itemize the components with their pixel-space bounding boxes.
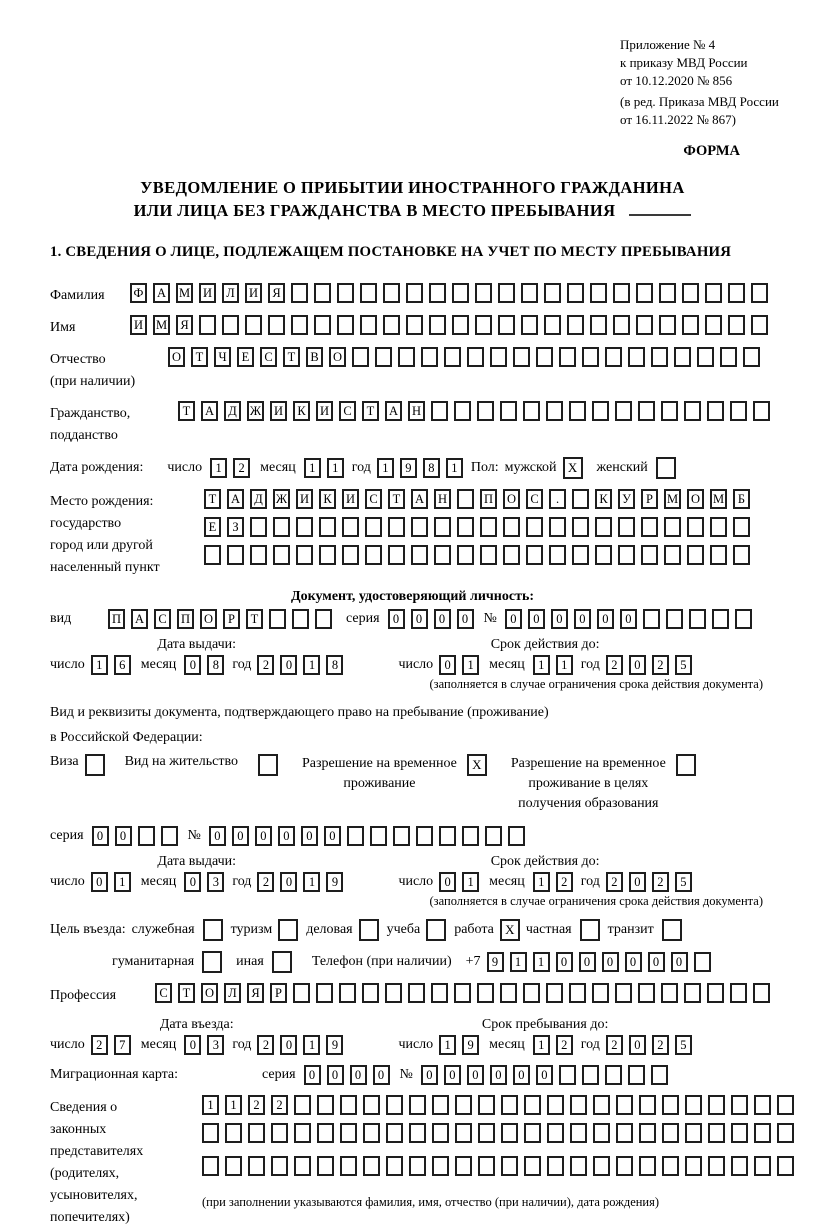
phone-prefix: +7	[465, 954, 481, 969]
sex-female-label: женский	[596, 460, 648, 475]
birth-month-label: месяц	[260, 460, 296, 475]
res-number-label: №	[187, 828, 201, 843]
legal-reps-cells-row2[interactable]	[202, 1123, 794, 1143]
doc-valid-month-cells[interactable]: 1 1	[533, 655, 573, 675]
entry-year-cells[interactable]: 2 0 1 9	[257, 1035, 343, 1055]
purpose-humanitarian-label: гуманитарная	[112, 954, 195, 969]
profession-cells[interactable]: С Т О Л Я Р	[155, 983, 770, 1003]
birthdate-label: Дата рождения:	[50, 460, 144, 475]
form-title-line2: ИЛИ ЛИЦА БЕЗ ГРАЖДАНСТВА В МЕСТО ПРЕБЫВАНИЯ	[133, 201, 616, 220]
purpose-study-label: учеба	[386, 922, 421, 937]
forma-label: ФОРМА	[683, 143, 740, 159]
visa-checkbox[interactable]	[85, 754, 105, 776]
section1-heading: 1. СВЕДЕНИЯ О ЛИЦЕ, ПОДЛЕЖАЩЕМ ПОСТАНОВКЕ НА УЧЕТ ПО МЕСТУ ПРЕБЫВАНИЯ	[50, 244, 732, 260]
firstname-label: Имя	[50, 320, 76, 335]
legal-reps-cells-row1[interactable]: 1 1 2 2	[202, 1095, 794, 1115]
doc-valid-year-cells[interactable]: 2 0 2 5	[606, 655, 692, 675]
stay-until-group	[398, 1017, 691, 1055]
purpose-other-checkbox[interactable]	[272, 951, 292, 973]
entry-date-group	[50, 1017, 343, 1055]
stay-month-cells[interactable]: 1 2	[533, 1035, 573, 1055]
header-line: Приложение № 4	[620, 37, 716, 52]
legal-reps-label-line: усыновителях,	[50, 1188, 138, 1203]
purpose-private-label: частная	[525, 922, 572, 937]
firstname-cells[interactable]: И М Я	[130, 315, 768, 335]
header-line: к приказу МВД России	[620, 55, 748, 70]
rvp-label-line2: проживание	[343, 776, 416, 791]
res-valid-year-label: год	[580, 874, 600, 889]
rvp-edu-checkbox[interactable]	[676, 754, 696, 776]
surname-cells[interactable]: Ф А М И Л И Я	[130, 283, 768, 303]
rvp-option	[302, 754, 487, 794]
rvp-label-line1: Разрешение на временное	[301, 756, 457, 771]
res-valid-month-label: месяц	[489, 874, 525, 889]
birth-day-cells[interactable]: 1 2	[210, 458, 250, 478]
doc-valid-day-cells[interactable]: 0 1	[439, 655, 479, 675]
sex-female-checkbox[interactable]	[656, 457, 676, 479]
doc-validity-note: (заполняется в случае ограничения срока действия документа)	[429, 677, 763, 691]
legal-reps-note: (при заполнении указываются фамилия, имя, отчество (при наличии), дата рождения)	[202, 1195, 660, 1209]
doc-issue-month-cells[interactable]: 0 8	[184, 655, 224, 675]
migration-card-label: Миграционная карта:	[50, 1067, 179, 1082]
patronymic-label-note: (при наличии)	[50, 374, 136, 389]
migration-series-label: серия	[262, 1067, 296, 1082]
res-number-cells[interactable]: 0 0 0 0 0 0	[209, 826, 525, 846]
birth-day-label: число	[167, 460, 203, 475]
entry-month-cells[interactable]: 0 3	[184, 1035, 224, 1055]
doc-issue-year-cells[interactable]: 2 0 1 8	[257, 655, 343, 675]
res-issue-title: Дата выдачи:	[157, 854, 237, 869]
res-series-cells[interactable]: 0 0	[92, 826, 178, 846]
phone-cells[interactable]: 9 1 1 0 0 0 0 0 0	[487, 952, 711, 972]
entry-month-label: месяц	[140, 1037, 177, 1052]
stay-year-cells[interactable]: 2 0 2 5	[606, 1035, 692, 1055]
doc-type-cells[interactable]: П А С П О Р Т	[108, 609, 332, 629]
legal-reps-label-line: Сведения о	[50, 1100, 118, 1115]
form-title-line1: УВЕДОМЛЕНИЕ О ПРИБЫТИИ ИНОСТРАННОГО ГРАЖДАНИНА	[140, 178, 685, 197]
sex-male-checkbox[interactable]: X	[563, 457, 583, 479]
res-issue-year-label: год	[232, 874, 252, 889]
stay-until-title: Срок пребывания до:	[481, 1017, 609, 1032]
purpose-other-label: иная	[236, 954, 264, 969]
purpose-official-label: служебная	[131, 922, 195, 937]
stay-year-label: год	[580, 1037, 600, 1052]
doc-series-label: серия	[346, 611, 380, 626]
residence-doc-line2: в Российской Федерации:	[50, 730, 203, 745]
purpose-transit-checkbox[interactable]	[662, 919, 682, 941]
citizenship-label: Гражданство,	[50, 406, 131, 421]
res-valid-title: Срок действия до:	[490, 854, 600, 869]
birthplace-label: Место рождения:	[50, 494, 154, 509]
doc-issue-day-cells[interactable]: 1 6	[91, 655, 131, 675]
purpose-study-checkbox[interactable]	[426, 919, 446, 941]
entry-day-label: число	[50, 1037, 85, 1052]
sex-label: Пол:	[470, 460, 499, 475]
purpose-private-checkbox[interactable]	[580, 919, 600, 941]
res-series-label: серия	[50, 828, 84, 843]
patronymic-label: Отчество	[50, 352, 106, 367]
doc-issue-year-label: год	[232, 657, 252, 672]
title-blank-underline	[629, 214, 691, 216]
identity-doc-heading: Документ, удостоверяющий личность:	[290, 589, 535, 604]
entry-date-title: Дата въезда:	[159, 1017, 234, 1032]
birthplace-cells-row1[interactable]: Т А Д Ж И К И С Т А Н П О С . К У Р М О М Б	[204, 489, 750, 509]
rvp-edu-label-line2: проживание в целях	[528, 776, 649, 791]
purpose-work-label: работа	[454, 922, 494, 937]
res-valid-month-cells[interactable]: 1 2	[533, 872, 573, 892]
birthplace-label-city: город или другой	[50, 538, 153, 553]
legal-reps-label-line: законных	[50, 1122, 107, 1137]
doc-valid-year-label: год	[580, 657, 600, 672]
res-issue-day-label: число	[50, 874, 85, 889]
migration-number-label: №	[399, 1067, 413, 1082]
migration-series-cells[interactable]: 0 0 0 0	[304, 1065, 390, 1085]
purpose-humanitarian-checkbox[interactable]	[202, 951, 222, 973]
birthplace-label-settlement: населенный пункт	[50, 560, 160, 575]
res-valid-day-label: число	[398, 874, 434, 889]
residence-permit-label: Вид на жительство	[124, 754, 238, 769]
doc-issue-date-group	[50, 637, 343, 675]
form-title	[50, 176, 775, 222]
doc-issue-day-label: число	[50, 657, 85, 672]
purpose-tourism-label: туризм	[230, 922, 273, 937]
stay-month-label: месяц	[489, 1037, 525, 1052]
doc-series-cells[interactable]: 0 0 0 0	[388, 609, 474, 629]
legal-reps-cells-row3[interactable]	[202, 1156, 794, 1176]
rvp-education-option	[511, 754, 696, 814]
rvp-checkbox[interactable]: X	[467, 754, 487, 776]
res-validity-note: (заполняется в случае ограничения срока действия документа)	[429, 894, 763, 908]
doc-number-label: №	[483, 611, 497, 626]
doc-valid-date-group	[398, 637, 691, 675]
purpose-work-checkbox[interactable]: X	[500, 919, 520, 941]
header-reference	[620, 36, 825, 129]
stay-day-label: число	[398, 1037, 434, 1052]
citizenship-cells[interactable]: Т А Д Ж И К И С Т А Н	[178, 401, 770, 421]
res-issue-date-group	[50, 854, 343, 892]
purpose-business-checkbox[interactable]	[359, 919, 379, 941]
residence-doc-line1: Вид и реквизиты документа, подтверждающего право на пребывание (проживание)	[50, 705, 549, 720]
purpose-transit-label: транзит	[607, 922, 654, 937]
header-line: от 10.12.2020 № 856	[620, 73, 733, 88]
phone-label: Телефон (при наличии)	[311, 954, 452, 969]
legal-reps-label-line: попечителях)	[50, 1210, 130, 1225]
purpose-business-label: деловая	[306, 922, 353, 937]
doc-valid-day-label: число	[398, 657, 434, 672]
birthplace-cells-row2[interactable]: Е З	[204, 517, 750, 537]
migration-number-cells[interactable]: 0 0 0 0 0 0	[421, 1065, 668, 1085]
doc-number-cells[interactable]: 0 0 0 0 0 0	[505, 609, 752, 629]
doc-valid-title: Срок действия до:	[490, 637, 600, 652]
entry-day-cells[interactable]: 2 7	[91, 1035, 131, 1055]
purpose-label: Цель въезда:	[50, 922, 126, 937]
citizenship-label2: подданство	[50, 428, 118, 443]
purpose-official-checkbox[interactable]	[203, 919, 223, 941]
birth-year-cells[interactable]: 1 9 8 1	[377, 458, 463, 478]
profession-label: Профессия	[50, 988, 117, 1003]
res-valid-year-cells[interactable]: 2 0 2 5	[606, 872, 692, 892]
header-line: (в ред. Приказа МВД России	[620, 94, 779, 109]
residence-permit-checkbox[interactable]	[258, 754, 278, 776]
doc-type-label: вид	[50, 611, 72, 626]
doc-valid-month-label: месяц	[489, 657, 525, 672]
rvp-edu-label-line3: получения образования	[518, 796, 659, 811]
birth-year-label: год	[351, 460, 371, 475]
purpose-tourism-checkbox[interactable]	[278, 919, 298, 941]
entry-year-label: год	[232, 1037, 252, 1052]
res-issue-day-cells[interactable]: 0 1	[91, 872, 131, 892]
res-issue-month-label: месяц	[140, 874, 177, 889]
surname-label: Фамилия	[50, 288, 105, 303]
doc-issue-month-label: месяц	[140, 657, 177, 672]
birth-month-cells[interactable]: 1 1	[304, 458, 344, 478]
res-issue-month-cells[interactable]: 0 3	[184, 872, 224, 892]
legal-reps-label-line: представителях	[50, 1144, 144, 1159]
res-issue-year-cells[interactable]: 2 0 1 9	[257, 872, 343, 892]
res-valid-day-cells[interactable]: 0 1	[439, 872, 479, 892]
visa-label: Виза	[50, 754, 79, 769]
stay-day-cells[interactable]: 1 9	[439, 1035, 479, 1055]
rvp-edu-label-line1: Разрешение на временное	[510, 756, 666, 771]
sex-male-label: мужской	[504, 460, 557, 475]
doc-issue-title: Дата выдачи:	[157, 637, 237, 652]
res-valid-date-group	[398, 854, 691, 892]
birthplace-cells-row3[interactable]	[204, 545, 750, 565]
patronymic-cells[interactable]: О Т Ч Е С Т В О	[168, 347, 760, 367]
birthplace-label-state: государство	[50, 516, 122, 531]
header-line: от 16.11.2022 № 867)	[620, 112, 737, 127]
legal-reps-label-line: (родителях,	[50, 1166, 120, 1181]
